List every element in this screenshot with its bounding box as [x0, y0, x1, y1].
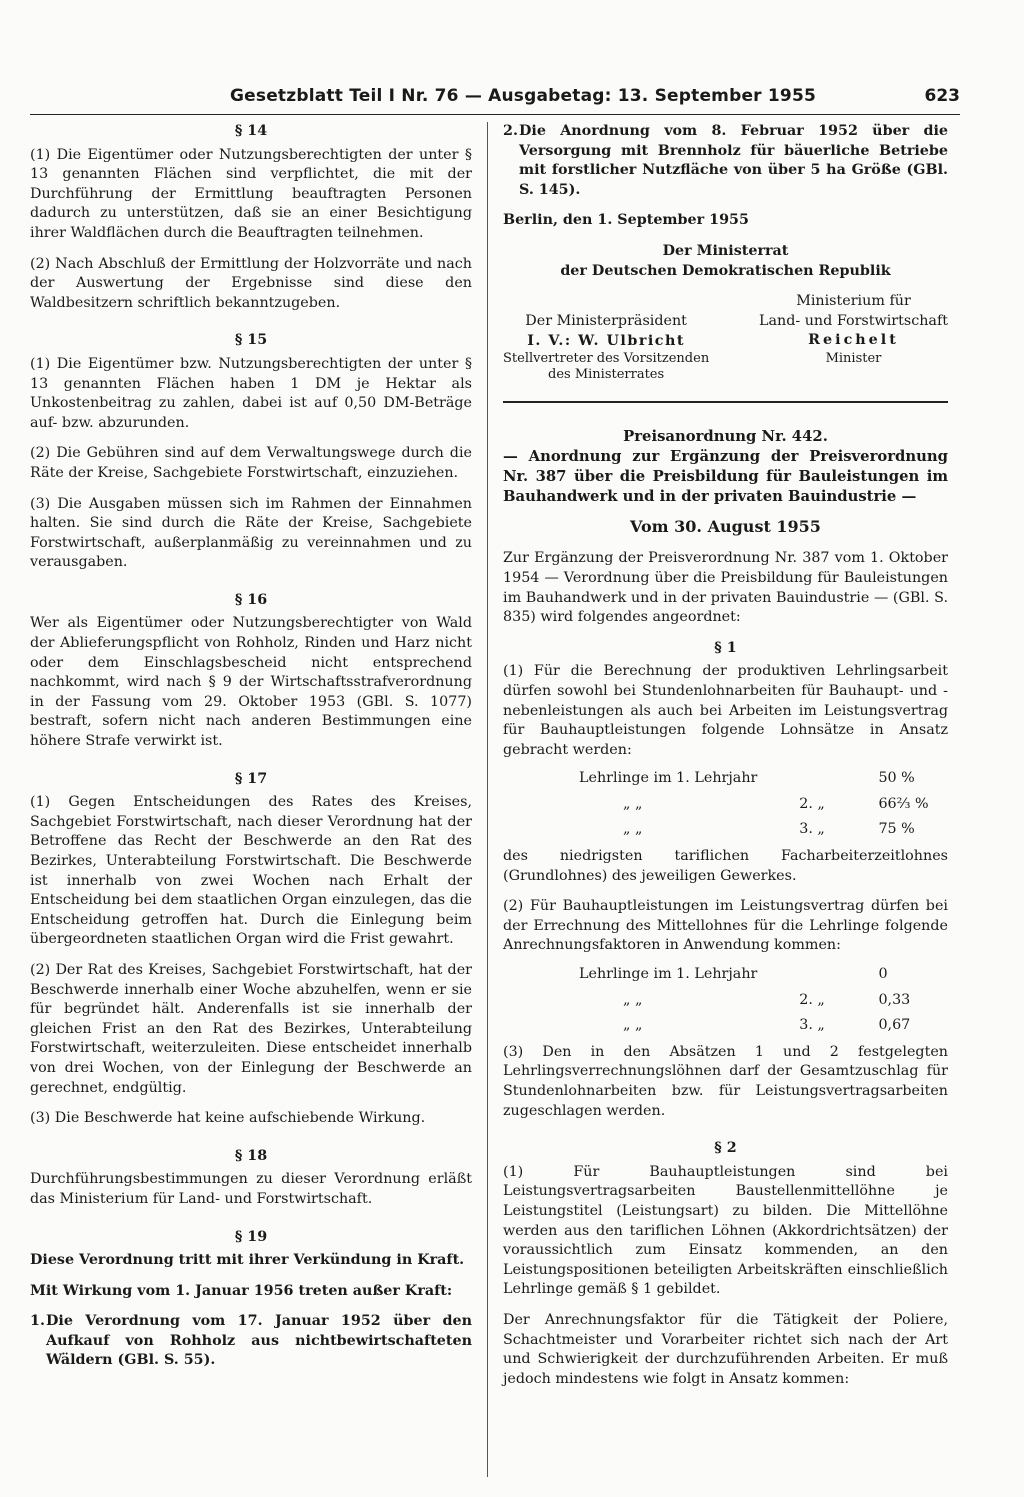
- table-cell-label: „ „: [623, 821, 643, 838]
- paragraph: Durchführungsbestimmungen zu dieser Verordnung erläßt das Ministerium für Land- und Forstwirtschaft.: [30, 1171, 472, 1207]
- column-divider: [487, 122, 488, 1477]
- right-column: [503, 122, 948, 1400]
- table-cell-value: 0: [878, 966, 888, 983]
- signature-row: [503, 292, 948, 383]
- paragraph: (1) Die Eigentümer bzw. Nutzungsberechtigten der unter § 13 genannten Flächen haben 1 DM je Hektar als Unkostenbeitrag zu zahlen, dabei ist auf 0,50 DM-Beträge auf- bzw. abzurunden.: [30, 355, 472, 431]
- signature-left: [503, 292, 709, 383]
- ordinance-date: Vom 30. August 1955: [630, 517, 821, 537]
- section-heading: § 17: [234, 770, 268, 787]
- paragraph: Wer als Eigentümer oder Nutzungsberechtigter von Wald der Ablieferungspflicht von Rohholz, Rinden und Harz nicht oder dem Einschlagsbescheid nicht entsprechend nachkommt, wird nach § 9 der Wirtschaftsstrafverordnung in der Fassung vom 29. Oktober 1953 (GBl. S. 1077) bestraft, sofern nicht nach anderen Bestimmungen eine höhere Strafe verwirkt ist.: [30, 615, 472, 750]
- section-heading: § 16: [234, 591, 268, 608]
- section-heading: § 1: [714, 639, 737, 656]
- table-cell-label: Lehrlinge im 1. Lehrjahr: [579, 966, 758, 983]
- paragraph: Diese Verordnung tritt mit ihrer Verkündung in Kraft.: [30, 1252, 465, 1269]
- list-item: [503, 122, 948, 200]
- signer-name: Reichelt: [808, 332, 899, 349]
- table-cell-value: 75 %: [878, 821, 915, 838]
- ordinance-title: — Anordnung zur Ergänzung der Preisverordnung Nr. 387 über die Preisbildung für Bauleistungen im Bauhandwerk und in der privaten Bauindustrie —: [503, 448, 948, 506]
- table-row: [579, 792, 948, 818]
- section-heading: § 14: [234, 123, 268, 139]
- table-cell-value: 0,33: [878, 991, 911, 1008]
- paragraph: (3) Die Beschwerde hat keine aufschiebende Wirkung.: [30, 1110, 426, 1127]
- signer-role: des Ministerrates: [548, 367, 665, 383]
- table-cell-year: 3. „: [799, 821, 825, 838]
- signer-title: Land- und Forstwirtschaft: [758, 312, 948, 329]
- paragraph: Zur Ergänzung der Preisverordnung Nr. 387 vom 1. Oktober 1954 — Verordnung über die Preisbildung für Bauleistungen im Bauhandwerk und in der privaten Bauindustrie — (GBl. S. 835) wird folgendes angeordnet:: [503, 550, 948, 626]
- signer-role: Minister: [825, 350, 882, 366]
- paragraph: (2) Der Rat des Kreises, Sachgebiet Forstwirtschaft, hat der Beschwerde innerhalb einer Woche abzuhelfen, wenn er sie für begründet hält. Anderenfalls ist sie innerhalb der gleichen Frist an den Rat des Bezirkes, Unterabteilung Forstwirtschaft, weiterzuleiten. Diese entscheidet innerhalb von drei Wochen, von der Einlegung der Beschwerde an gerechnet, endgültig.: [30, 961, 472, 1096]
- signature-right: [759, 292, 948, 383]
- paragraph: (1) Für die Berechnung der produktiven Lehrlingsarbeit dürfen sowohl bei Stundenlohnarbeiten für Bauhaupt- und -nebenleistungen als auch bei Arbeiten im Leistungsvertrag für Bauhauptleistungen folgende Lohnsätze in Ansatz gebracht werden:: [503, 663, 948, 758]
- paragraph: (2) Nach Abschluß der Ermittlung der Holzvorräte und nach der Auswertung der Ergebnisse sind diese den Waldbesitzern schriftlich bekanntzugeben.: [30, 255, 472, 311]
- paragraph: des niedrigsten tariflichen Facharbeiterzeitlohnes (Grundlohnes) des jeweiligen Gewerkes.: [503, 848, 948, 884]
- signer-title: Der Ministerpräsident: [525, 313, 687, 330]
- ordinance-number: Preisanordnung Nr. 442.: [623, 428, 828, 446]
- list-item: [30, 1312, 472, 1371]
- page-number: 623: [924, 86, 960, 106]
- place-date: Berlin, den 1. September 1955: [503, 212, 749, 229]
- table-cell-year: 2. „: [799, 991, 825, 1008]
- rates-table: [579, 766, 948, 843]
- signer-role: Stellvertreter des Vorsitzenden: [503, 351, 710, 367]
- table-cell-label: „ „: [623, 1017, 643, 1034]
- page-header: [30, 86, 960, 115]
- table-row: [579, 766, 948, 792]
- list-number: 2.: [503, 123, 518, 139]
- table-cell-year: [799, 962, 878, 988]
- paragraph: (3) Die Ausgaben müssen sich im Rahmen der Einnahmen halten. Sie sind durch die Räte der Kreise, Sachgebiete Forstwirtschaft, außerplanmäßig zu vereinnahmen und zu verausgaben.: [30, 495, 472, 571]
- paragraph: (1) Für Bauhauptleistungen sind bei Leistungsvertragsarbeiten Baustellenmittellöhne je Leistungstitel (Leistungsart) zu bilden. Die Mittellöhne werden aus den tariflichen Löhnen (Akkordrichtsätzen) der voraussichtlich zum Einsatz kommenden, an den Leistungspositionen beteiligten Arbeitskräften einschließlich Lehrlinge gemäß § 1 gebildet.: [503, 1163, 948, 1298]
- list-number: 1.: [30, 1313, 45, 1330]
- left-column: [30, 122, 472, 1371]
- signer-title: Ministerium für: [796, 293, 911, 310]
- table-cell-label: „ „: [623, 795, 643, 812]
- list-text: Die Verordnung vom 17. Januar 1952 über den Aufkauf von Rohholz aus nichtbewirtschafteten Wäldern (GBl. S. 55).: [46, 1313, 472, 1369]
- council-heading: Der Ministerrat: [662, 242, 789, 259]
- paragraph: (1) Gegen Entscheidungen des Rates des Kreises, Sachgebiet Forstwirtschaft, nach dieser Verordnung hat der Betroffene das Recht der Beschwerde an den Rat des Bezirkes, Unterabteilung Forstwirtschaft. Die Beschwerde ist innerhalb von zwei Wochen nach Erhalt der Entscheidung bei dem staatlichen Organ einzulegen, das die Entscheidung getroffen hat. Durch die Einlegung beim übergeordneten staatlichen Organ wird die Frist gewahrt.: [30, 794, 472, 948]
- table-row: [579, 817, 948, 843]
- section-heading: § 2: [714, 1140, 737, 1157]
- horizontal-rule: [503, 401, 948, 403]
- table-row: [579, 962, 948, 988]
- table-cell-year: 3. „: [799, 1017, 825, 1034]
- paragraph: Mit Wirkung vom 1. Januar 1956 treten außer Kraft:: [30, 1282, 453, 1299]
- paragraph: (2) Für Bauhauptleistungen im Leistungsvertrag dürfen bei der Errechnung des Mittellohnes für die Lehrlinge folgende Anrechnungsfaktoren in Anwendung kommen:: [503, 898, 948, 954]
- table-row: [579, 988, 948, 1014]
- paragraph: (3) Den in den Absätzen 1 und 2 festgelegten Lehrlingsverrechnungslöhnen darf der Gesamtzuschlag für Stundenlohnarbeiten bzw. für Leistungsvertragsarbeiten zugeschlagen werden.: [503, 1043, 948, 1119]
- paragraph: (2) Die Gebühren sind auf dem Verwaltungswege durch die Räte der Kreise, Sachgebiete Forstwirtschaft, einzuziehen.: [30, 445, 472, 481]
- table-cell-value: 0,67: [878, 1017, 911, 1034]
- paragraph: (1) Die Eigentümer oder Nutzungsberechtigten der unter § 13 genannten Flächen sind verpflichtet, die mit der Durchführung der Ermittlung beauftragten Personen dadurch zu unterstützen, daß sie an einer Besichtigung ihrer Waldflächen durch die Beauftragten teilnehmen.: [30, 146, 472, 241]
- table-row: [579, 1013, 948, 1039]
- table-cell-value: 50 %: [878, 770, 915, 787]
- list-text: Die Anordnung vom 8. Februar 1952 über die Versorgung mit Brennholz für bäuerliche Betriebe mit forstlicher Nutzfläche von über 5 ha Größe (GBl. S. 145).: [519, 123, 948, 198]
- table-cell-year: 2. „: [799, 795, 825, 812]
- table-cell-value: 66⅔ %: [878, 795, 929, 812]
- gazette-title: Gesetzblatt Teil I Nr. 76 — Ausgabetag: 13. September 1955: [230, 86, 816, 106]
- section-heading: § 15: [234, 332, 268, 349]
- section-heading: § 19: [234, 1228, 268, 1245]
- signer-name: I. V.: W. Ulbricht: [527, 332, 686, 349]
- table-cell-label: Lehrlinge im 1. Lehrjahr: [579, 770, 758, 787]
- table-cell-year: [799, 766, 878, 792]
- section-heading: § 18: [234, 1147, 268, 1164]
- council-heading: der Deutschen Demokratischen Republik: [560, 262, 891, 279]
- paragraph: Der Anrechnungsfaktor für die Tätigkeit der Poliere, Schachtmeister und Vorarbeiter richtet sich nach der Art und Schwierigkeit der durchzuführenden Arbeiten. Er muß jedoch mindestens wie folgt in Ansatz kommen:: [503, 1311, 948, 1387]
- table-cell-label: „ „: [623, 991, 643, 1008]
- factors-table: [579, 962, 948, 1039]
